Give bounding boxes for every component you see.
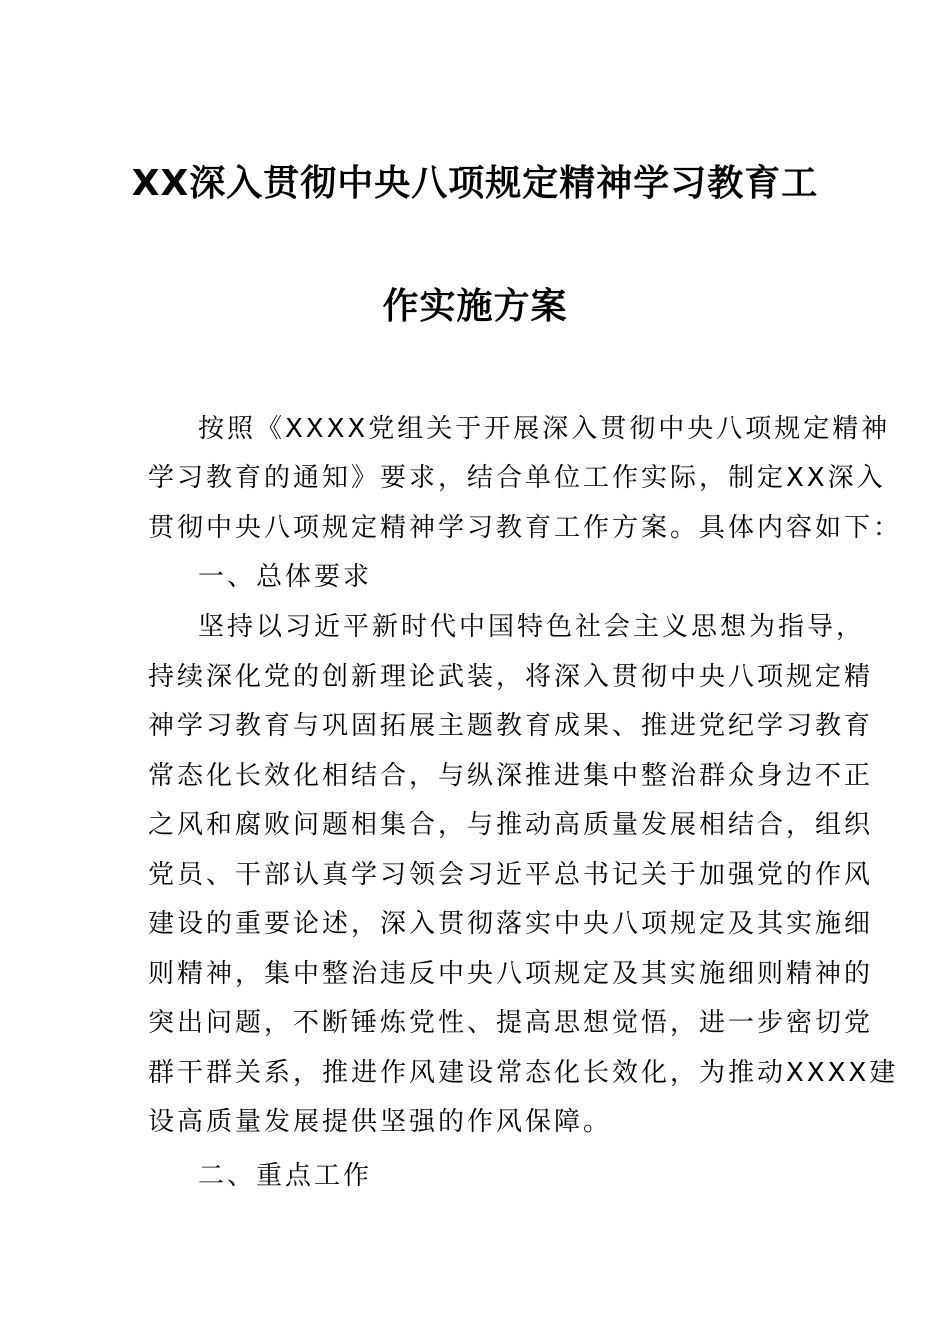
- section1-paragraph-line: 之风和腐败问题相集合，与推动高质量发展相结合，组织: [148, 810, 874, 840]
- intro-paragraph-line: 按照《XXXX党组关于开展深入贯彻中央八项规定精神: [198, 414, 891, 444]
- section1-paragraph-line: 突出问题，不断锤炼党性、提高思想觉悟，进一步密切党: [148, 1008, 874, 1038]
- document-title-line-1: XX深入贯彻中央八项规定精神学习教育工: [131, 163, 819, 204]
- section1-paragraph-line: 建设的重要论述，深入贯彻落实中央八项规定及其实施细: [148, 909, 874, 939]
- section-heading-key-work: 二、重点工作: [198, 1161, 373, 1191]
- intro-paragraph-line: 学习教育的通知》要求，结合单位工作实际，制定XX深入: [148, 463, 886, 493]
- section-heading-overall-requirements: 一、总体要求: [198, 562, 373, 592]
- section1-paragraph-line: 群干群关系，推进作风建设常态化长效化，为推动XXXX建: [148, 1058, 899, 1088]
- section1-paragraph-line: 神学习教育与巩固拓展主题教育成果、推进党纪学习教育: [148, 711, 874, 741]
- section1-paragraph-line: 坚持以习近平新时代中国特色社会主义思想为指导，: [198, 612, 866, 642]
- section1-paragraph-line: 则精神，集中整治违反中央八项规定及其实施细则精神的: [148, 959, 874, 989]
- intro-paragraph-line: 贯彻中央八项规定精神学习教育工作方案。具体内容如下：: [148, 513, 903, 543]
- document-title-line-2: 作实施方案: [382, 286, 568, 327]
- section1-paragraph-line: 设高质量发展提供坚强的作风保障。: [148, 1107, 613, 1137]
- section1-paragraph-line: 常态化长效化相结合，与纵深推进集中整治群众身边不正: [148, 761, 874, 791]
- section1-paragraph-line: 持续深化党的创新理论武装，将深入贯彻中央八项规定精: [148, 662, 874, 692]
- section1-paragraph-line: 党员、干部认真学习领会习近平总书记关于加强党的作风: [148, 860, 874, 890]
